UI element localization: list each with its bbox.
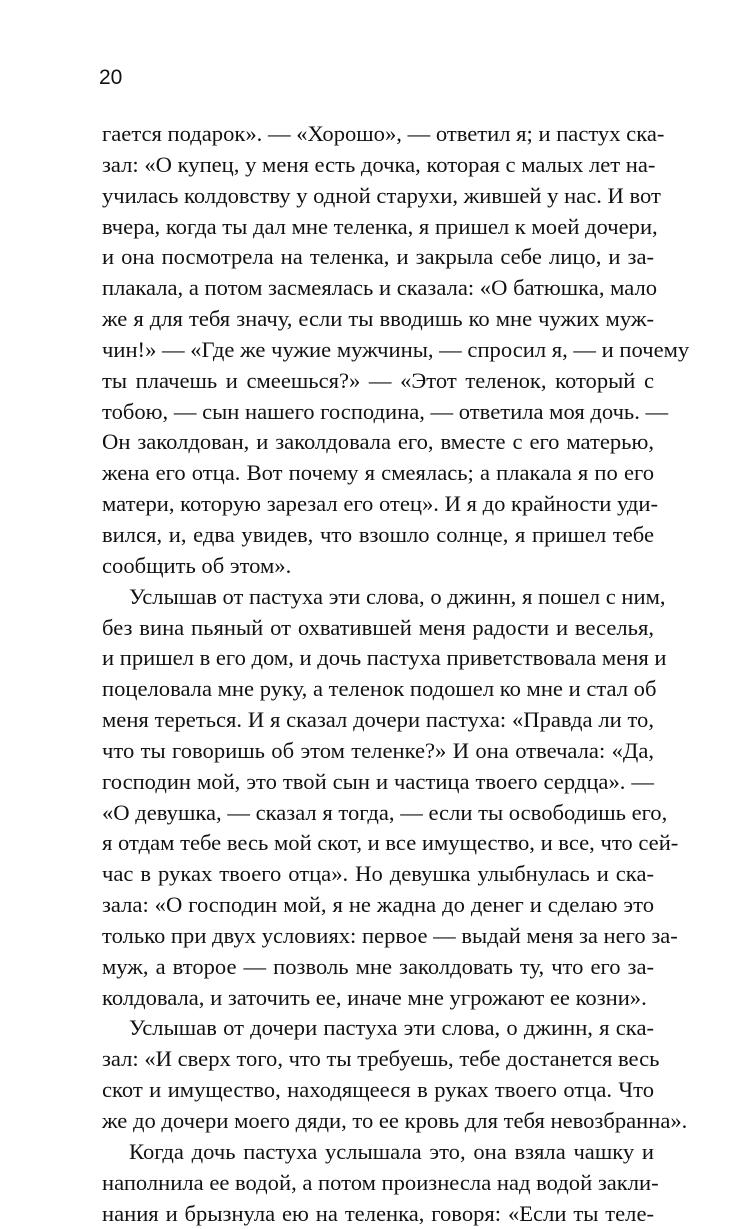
text-line: я отдам тебе весь мой скот, и все имущество, и все, что сей- — [102, 830, 679, 856]
text-line: колдовала, и заточить ее, иначе мне угрожают ее козни». — [102, 984, 647, 1010]
text-line: ты плачешь и смеешься?» — «Этот теленок, который с — [102, 367, 654, 393]
text-line: училась колдовству у одной старухи, жившей у нас. И вот — [102, 182, 661, 208]
text-line: только при двух условиях: первое — выдай меня за него за- — [102, 922, 678, 948]
text-line: же я для тебя значу, если ты вводишь ко мне чужих муж- — [102, 306, 654, 332]
text-line: сообщить об этом». — [102, 552, 292, 578]
text-line: господин мой, это твой сын и частица твоего сердца». — — [102, 768, 654, 794]
text-line: и пришел в его дом, и дочь пастуха приветствовала меня и — [102, 645, 667, 671]
page-number: 20 — [99, 66, 123, 89]
text-line: плакала, а потом засмеялась и сказала: «О батюшка, мало — [102, 275, 658, 301]
text-line: матери, которую зарезал его отец». И я до крайности уди- — [102, 491, 659, 517]
paragraph-start-line: Когда дочь пастуха услышала это, она взяла чашку и — [129, 1138, 654, 1164]
text-line: же до дочери моего дяди, то ее кровь для тебя невозбранна». — [102, 1108, 688, 1133]
text-line: чин!» — «Где же чужие мужчины, — спросил я, — и почему — [102, 336, 690, 362]
text-line: скот и имущество, находящееся в руках твоего отца. Что — [102, 1077, 654, 1103]
text-line: вчера, когда ты дал мне теленка, я пришел к моей дочери, — [102, 213, 658, 239]
text-line: тобою, — сын нашего господина, — ответила моя дочь. — — [102, 398, 669, 424]
text-line: нания и брызнула ею на теленка, говоря: «Если ты теле- — [102, 1200, 654, 1226]
text-line: зала: «О господин мой, я не жадна до денег и сделаю это — [102, 892, 654, 918]
text-line: Он заколдован, и заколдовала его, вместе с его матерью, — [102, 429, 654, 455]
text-line: что ты говоришь об этом теленке?» И она отвечала: «Да, — [102, 737, 654, 763]
text-line: «О девушка, — сказал я тогда, — если ты освободишь его, — [102, 799, 668, 825]
text-line: меня тереться. И я сказал дочери пастуха: «Правда ли то, — [102, 707, 654, 733]
text-line: жена его отца. Вот почему я смеялась; а плакала я по его — [102, 460, 654, 486]
text-line: зал: «И сверх того, что ты требуешь, тебе достанется весь — [102, 1046, 660, 1072]
paragraph-start-line: Услышав от пастуха эти слова, о джинн, я пошел с ним, — [129, 583, 666, 609]
text-line: час в руках твоего отца». Но девушка улыбнулась и ска- — [102, 861, 654, 887]
text-line: поцеловала мне руку, а теленок подошел ко мне и стал об — [102, 676, 657, 702]
text-line: гается подарок». — «Хорошо», — ответил я; и пастух ска- — [102, 121, 665, 146]
paragraph-start-line: Услышав от дочери пастуха эти слова, о джинн, я ска- — [129, 1015, 654, 1041]
text-line: муж, а второе — позволь мне заколдовать ту, что его за- — [102, 953, 654, 979]
text-line: вился, и, едва увидев, что взошло солнце, я пришел тебе — [102, 521, 654, 547]
body-text — [102, 119, 690, 1229]
text-line: наполнила ее водой, а потом произнесла над водой закли- — [102, 1169, 659, 1195]
text-line: без вина пьяный от охватившей меня радости и веселья, — [102, 614, 654, 640]
text-line: зал: «О купец, у меня есть дочка, которая с малых лет на- — [102, 151, 656, 177]
text-line: и она посмотрела на теленка, и закрыла себе лицо, и за- — [102, 244, 654, 270]
